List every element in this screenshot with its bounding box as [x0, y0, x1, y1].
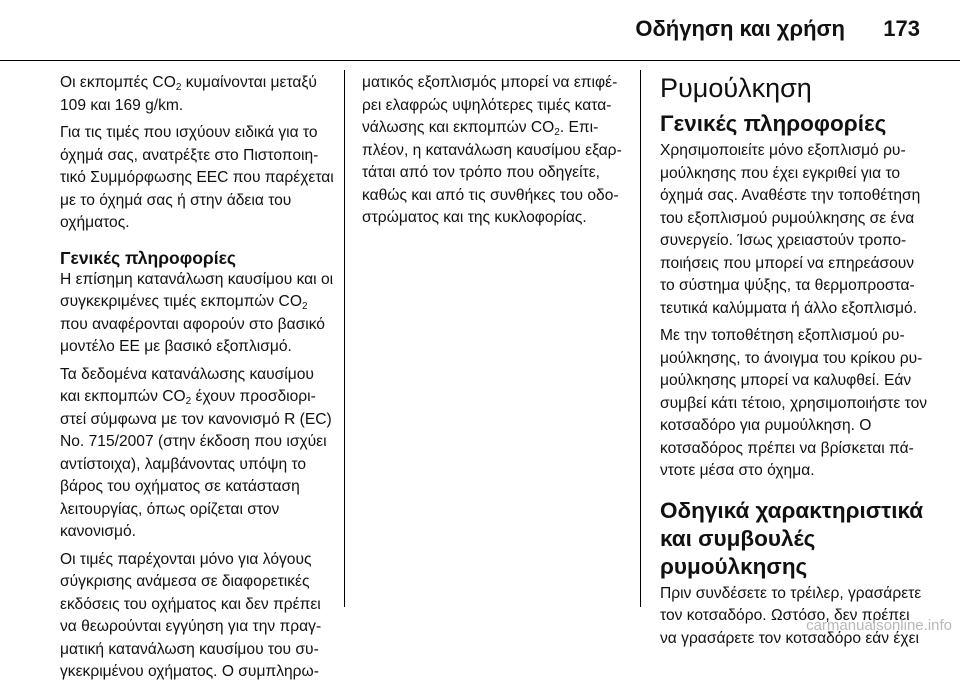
column-2 [362, 72, 630, 235]
page-header [0, 0, 960, 61]
grease-coupling-paragraph: Πριν συνδέσετε το τρέιλερ, γρασάρετε τον κοτσαδόρο. Ωστόσο, δεν πρέπει να γρασάρετε τον κοτσαδόρο εάν έχει [660, 584, 922, 647]
towing-equipment-paragraph: Χρησιμοποιείτε μόνο εξοπλισμό ρυμούλκησης που έχει εγκριθεί για το όχημά σας. Αναθέστε την τοποθέτηση του εξοπλισμού ρυμούλκησης σε ένα συνεργείο. Ίσως χρειαστούν τροποποιήσεις που μπορεί να επηρεάσουν το σύστημα ψύξης, τα θερμοπροστατευτικά καλύμματα ή άλλο εξοπλισμό. [660, 142, 921, 317]
section-heading-general-info: Γενικές πληροφορίες [60, 247, 237, 268]
column-divider-1 [344, 70, 345, 607]
regulation-paragraph: Τα δεδομένα κατανάλωσης καυσίμου και εκπομπών $CO_2$ έχουν προσδιοριστεί σύμφωνα με τον κανονισμό R (EC) No. 715/2007 (στην έκδοση που ισχύει αντίστοιχα), λαμβάνοντας υπόψη το βάρος του οχήματος σε κατάσταση λειτουργίας, όπως ορίζεται στον κανονισμό. [60, 365, 332, 540]
towing-eye-paragraph: Με την τοποθέτηση εξοπλισμού ρυμούλκησης, το άνοιγμα του κρίκου ρυμούλκησης μπορεί να καλυφθεί. Εάν συμβεί κάτι τέτοιο, χρησιμοποιήστε τον κοτσαδόρο για ρυμούλκηση. Ο κοτσαδόρος πρέπει να βρίσκεται πάντοτε μέσα στο όχημα. [660, 327, 928, 479]
header-title: Οδήγηση και χρήση [635, 16, 845, 41]
optional-equipment-paragraph: ματικός εξοπλισμός μπορεί να επιφέρει ελαφρώς υψηλότερες τιμές κατανάλωσης και εκπομπών $CO_2$. Επιπλέον, η κατανάλωση καυσίμου εξαρτάται από τον τρόπο που οδηγείτε, καθώς και από τις συνθήκες του οδοστρώματος και της κυκλοφορίας. [362, 74, 622, 226]
certificate-paragraph: Για τις τιμές που ισχύουν ειδικά για το όχημά σας, ανατρέξτε στο Πιστοποιητικό Συμμόρφωσης EEC που παρέχεται με το όχημά σας ή στην άδεια του οχήματος. [60, 124, 334, 231]
page-number: 173 [883, 16, 920, 41]
column-1 [60, 72, 334, 689]
comparison-paragraph: Οι τιμές παρέχονται μόνο για λόγους σύγκρισης ανάμεσα σε διαφορετικές εκδόσεις του οχήματος και δεν πρέπει να θεωρούνται εγγύηση για την πραγματική κατανάλωση καυσίμου του συγκεκριμένου οχήματος. Ο συμπληρω- [60, 550, 322, 680]
towing-heading-general-info: Γενικές πληροφορίες [660, 111, 887, 136]
watermark: carmanualsonline.info [806, 617, 952, 634]
driving-tips-heading: Οδηγικά χαρακτηριστικά και συμβουλές ρυμούλκησης [660, 497, 924, 579]
towing-title: Ρυμούλκηση [660, 73, 812, 103]
column-3 [660, 72, 928, 655]
official-consumption-paragraph: Η επίσημη κατανάλωση καυσίμου και οι συγκεκριμένες τιμές εκπομπών $CO_2$ που αναφέρονται αφορούν στο βασικό μοντέλο ΕΕ με βασικό εξοπλισμό. [60, 270, 334, 355]
column-divider-2 [640, 70, 641, 607]
emissions-range-paragraph: Οι εκπομπές $CO_2$ κυμαίνονται μεταξύ 109 και 169 g/km. [60, 74, 317, 114]
